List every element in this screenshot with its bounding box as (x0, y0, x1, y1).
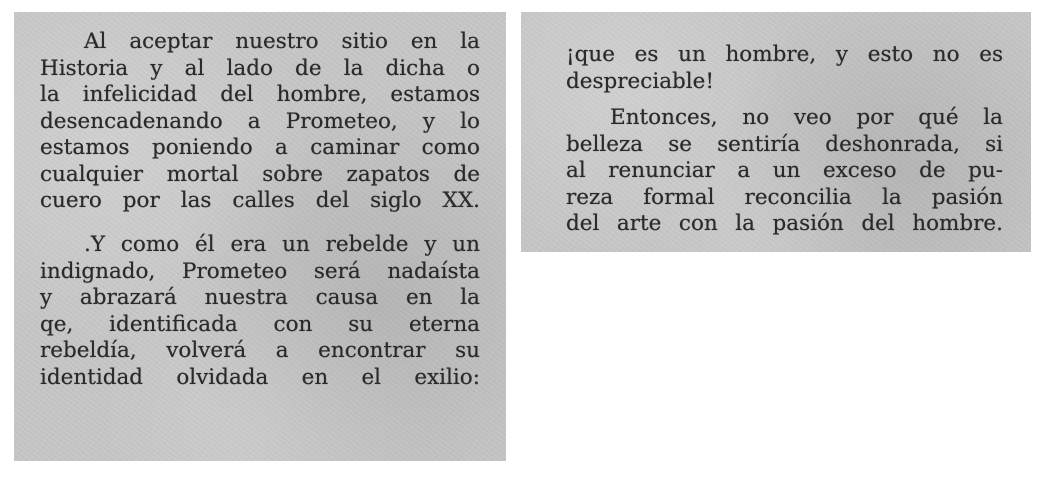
text-line: qe, identificada con su eterna (40, 311, 480, 337)
paragraph (40, 232, 480, 391)
text-line: cuero por las calles del siglo XX. (40, 188, 480, 213)
text-line: .Y como él era un rebelde y un (84, 232, 480, 257)
text-line: y abrazará nuestra causa en la (40, 285, 480, 310)
newspaper-clipping-right (521, 12, 1031, 252)
paragraph (40, 29, 480, 215)
text-line: indignado, Prometeo será nadaísta (40, 258, 480, 284)
text-line: reza formal reconcilia la pasión (566, 184, 1003, 210)
text-line: rebeldía, volverá a encontrar su (40, 338, 480, 363)
text-line: ¡que es un hombre, y esto no es (566, 42, 1003, 67)
newspaper-clipping-left (14, 12, 506, 461)
text-line: cualquier mortal sobre zapatos de (40, 161, 480, 187)
text-line: del arte con la pasión del hombre. (566, 211, 1003, 236)
text-line: Historia y al lado de la dicha o (40, 55, 480, 81)
text-line: al renunciar a un exceso de pu- (566, 158, 1003, 183)
text-line: belleza se sentiría deshonrada, si (566, 131, 1003, 157)
text-line: Entonces, no veo por qué la (610, 105, 1003, 130)
text-line: estamos poniendo a caminar como (40, 135, 480, 160)
text-line: la infelicidad del hombre, estamos (40, 82, 480, 107)
paragraph (566, 42, 1003, 95)
text-line: despreciable! (566, 68, 715, 94)
text-line: identidad olvidada en el exilio: (40, 364, 480, 390)
text-line: desencadenando a Prometeo, y lo (40, 108, 480, 134)
text-line: Al aceptar nuestro sitio en la (84, 29, 480, 54)
paragraph (566, 105, 1003, 238)
